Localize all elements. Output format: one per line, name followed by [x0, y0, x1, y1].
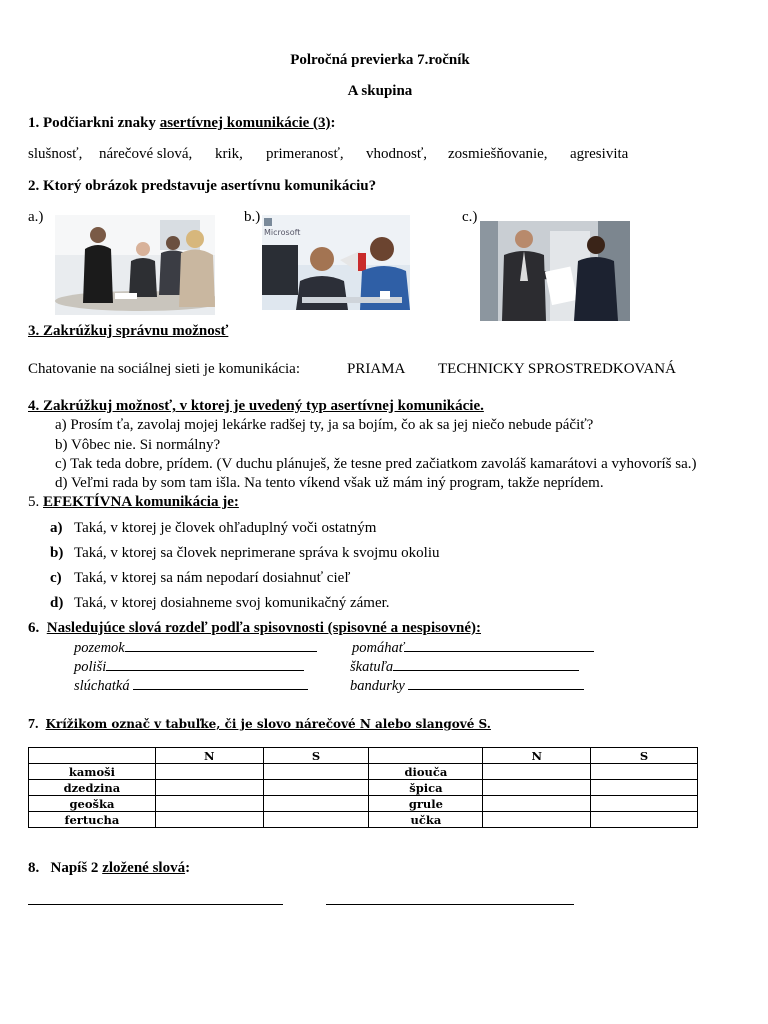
- question-8-number: 8.: [28, 860, 40, 876]
- photo-office-meeting[interactable]: [55, 215, 215, 315]
- answer-line[interactable]: [393, 669, 579, 671]
- word-row-2-left[interactable]: [74, 659, 304, 676]
- question-3-statement: Chatovanie na sociálnej sieti je komunikácia:: [28, 361, 300, 377]
- mark-cell[interactable]: [483, 780, 591, 796]
- q4-option-d[interactable]: d) Veľmi rada by som tam išla. Na tento víkend však už mám iný program, takže neprídem.: [55, 475, 604, 491]
- word-row-3-left[interactable]: [74, 678, 308, 695]
- header-cell: N: [483, 748, 591, 764]
- header-cell: S: [591, 748, 698, 764]
- mark-cell[interactable]: [263, 812, 369, 828]
- mark-cell[interactable]: [155, 780, 263, 796]
- header-cell: N: [155, 748, 263, 764]
- option-label: a): [50, 520, 63, 536]
- mark-cell[interactable]: [483, 812, 591, 828]
- mark-cell[interactable]: [263, 764, 369, 780]
- word-option[interactable]: nárečové slová,: [99, 146, 193, 162]
- word: poliši: [74, 659, 107, 675]
- option-b-label: b.): [244, 209, 261, 225]
- header-cell: [29, 748, 156, 764]
- word-cell: dzedzina: [29, 780, 156, 796]
- question-5-number: 5.: [28, 494, 43, 510]
- mark-cell[interactable]: [263, 780, 369, 796]
- answer-line[interactable]: [133, 688, 308, 690]
- answer-line[interactable]: [125, 650, 317, 652]
- header-cell: S: [263, 748, 369, 764]
- word-cell: fertucha: [29, 812, 156, 828]
- mark-cell[interactable]: [263, 796, 369, 812]
- question-7: [28, 717, 491, 733]
- photo-megaphone[interactable]: [262, 215, 410, 310]
- answer-line[interactable]: [106, 669, 304, 671]
- answer-line-1[interactable]: [28, 904, 283, 905]
- option-text: Taká, v ktorej dosiahneme svoj komunikačný zámer.: [74, 595, 390, 611]
- option-c-label: c.): [462, 209, 478, 225]
- group-label: A skupina: [347, 83, 413, 99]
- word-cell: grule: [369, 796, 483, 812]
- word-option[interactable]: zosmiešňovanie,: [448, 146, 548, 162]
- mark-cell[interactable]: [483, 764, 591, 780]
- question-7-number: 7.: [28, 717, 39, 732]
- q4-option-a[interactable]: a) Prosím ťa, zavolaj mojej lekárke radšej ty, ja sa bojím, čo ak sa jej niečo nebude páčiť?: [55, 417, 594, 433]
- mark-cell[interactable]: [155, 764, 263, 780]
- question-8: [28, 860, 190, 877]
- table-row: [29, 764, 698, 780]
- answer-line-2[interactable]: [326, 904, 574, 905]
- table-row: [29, 780, 698, 796]
- option-text: Taká, v ktorej sa človek neprimerane správa k svojmu okoliu: [74, 545, 440, 561]
- word-option[interactable]: agresivita: [570, 146, 629, 162]
- mark-cell[interactable]: [155, 812, 263, 828]
- word-option[interactable]: primeranosť,: [266, 146, 344, 162]
- mark-cell[interactable]: [483, 796, 591, 812]
- q5-option-a[interactable]: [50, 520, 376, 537]
- option-text: Taká, v ktorej sa nám nepodarí dosiahnuť cieľ: [74, 570, 351, 586]
- option-text: Taká, v ktorej je človek ohľaduplný voči ostatným: [74, 520, 377, 536]
- question-8-underlined: zložené slová: [102, 860, 186, 876]
- choice-priama[interactable]: PRIAMA: [347, 361, 406, 377]
- word-cell: kamoši: [29, 764, 156, 780]
- page-title: Polročná previerka 7.ročník: [290, 52, 470, 68]
- word-option[interactable]: vhodnosť,: [366, 146, 427, 162]
- word: pomáhať: [352, 640, 404, 656]
- table-row: [29, 796, 698, 812]
- question-7-text: Krížikom označ v tabuľke, či je slovo nárečové N alebo slangové S.: [45, 717, 491, 731]
- question-2: 2. Ktorý obrázok predstavuje asertívnu komunikáciu?: [28, 178, 377, 194]
- table-row: [29, 812, 698, 828]
- option-label: c): [50, 570, 62, 586]
- classification-table: [28, 747, 698, 828]
- word: slúchatká: [74, 678, 130, 694]
- q4-option-c[interactable]: c) Tak teda dobre, prídem. (V duchu plánuješ, že tesne pred začiatkom zavoláš kamarátovi a vyhovoríš sa.): [55, 456, 697, 472]
- mark-cell[interactable]: [591, 812, 698, 828]
- option-label: d): [50, 595, 64, 611]
- question-8-suffix: :: [185, 860, 191, 876]
- answer-line[interactable]: [404, 650, 594, 652]
- word: pozemok: [74, 640, 125, 656]
- word-row-3-right[interactable]: [350, 678, 584, 695]
- photo-two-people[interactable]: [480, 221, 630, 321]
- mark-cell[interactable]: [591, 796, 698, 812]
- word-cell: učka: [369, 812, 483, 828]
- question-1-prefix: 1. Podčiarkni znaky: [28, 115, 160, 131]
- q5-option-b[interactable]: [50, 545, 440, 562]
- answer-line[interactable]: [408, 688, 584, 690]
- word-row-1-right[interactable]: [352, 640, 594, 657]
- mark-cell[interactable]: [591, 764, 698, 780]
- word-cell: geoška: [29, 796, 156, 812]
- choice-technicky[interactable]: TECHNICKY SPROSTREDKOVANÁ: [438, 361, 676, 377]
- question-3: 3. Zakrúžkuj správnu možnosť: [28, 323, 229, 339]
- question-6-number: 6.: [28, 620, 40, 636]
- question-8-prefix: Napíš 2: [50, 860, 103, 876]
- question-6: [28, 620, 481, 637]
- word: bandurky: [350, 678, 405, 694]
- question-1: [28, 115, 336, 132]
- question-1-suffix: :: [330, 115, 336, 131]
- q4-option-b[interactable]: b) Vôbec nie. Si normálny?: [55, 437, 221, 453]
- q5-option-c[interactable]: [50, 570, 350, 587]
- word-option[interactable]: krik,: [215, 146, 243, 162]
- word-row-2-right[interactable]: [350, 659, 579, 676]
- mark-cell[interactable]: [155, 796, 263, 812]
- table-header-row: [29, 748, 698, 764]
- word: škatuľa: [350, 659, 394, 675]
- question-6-text: Nasledujúce slová rozdeľ podľa spisovnosti (spisovné a nespisovné):: [46, 620, 482, 636]
- mark-cell[interactable]: [591, 780, 698, 796]
- question-5: [28, 494, 239, 511]
- q5-option-d[interactable]: [50, 595, 390, 612]
- word-cell: diouča: [369, 764, 483, 780]
- question-5-text: EFEKTÍVNA komunikácia je:: [43, 494, 239, 510]
- word-option[interactable]: slušnosť,: [28, 146, 83, 162]
- question-1-underlined: asertívnej komunikácie (3): [159, 115, 331, 131]
- word-cell: špica: [369, 780, 483, 796]
- question-4: 4. Zakrúžkuj možnosť, v ktorej je uvedený typ asertívnej komunikácie.: [28, 398, 484, 414]
- header-cell: [369, 748, 483, 764]
- option-label: b): [50, 545, 64, 561]
- word-row-1-left[interactable]: [74, 640, 317, 657]
- option-a-label: a.): [28, 209, 44, 225]
- microsoft-logo-text: Microsoft: [264, 228, 301, 237]
